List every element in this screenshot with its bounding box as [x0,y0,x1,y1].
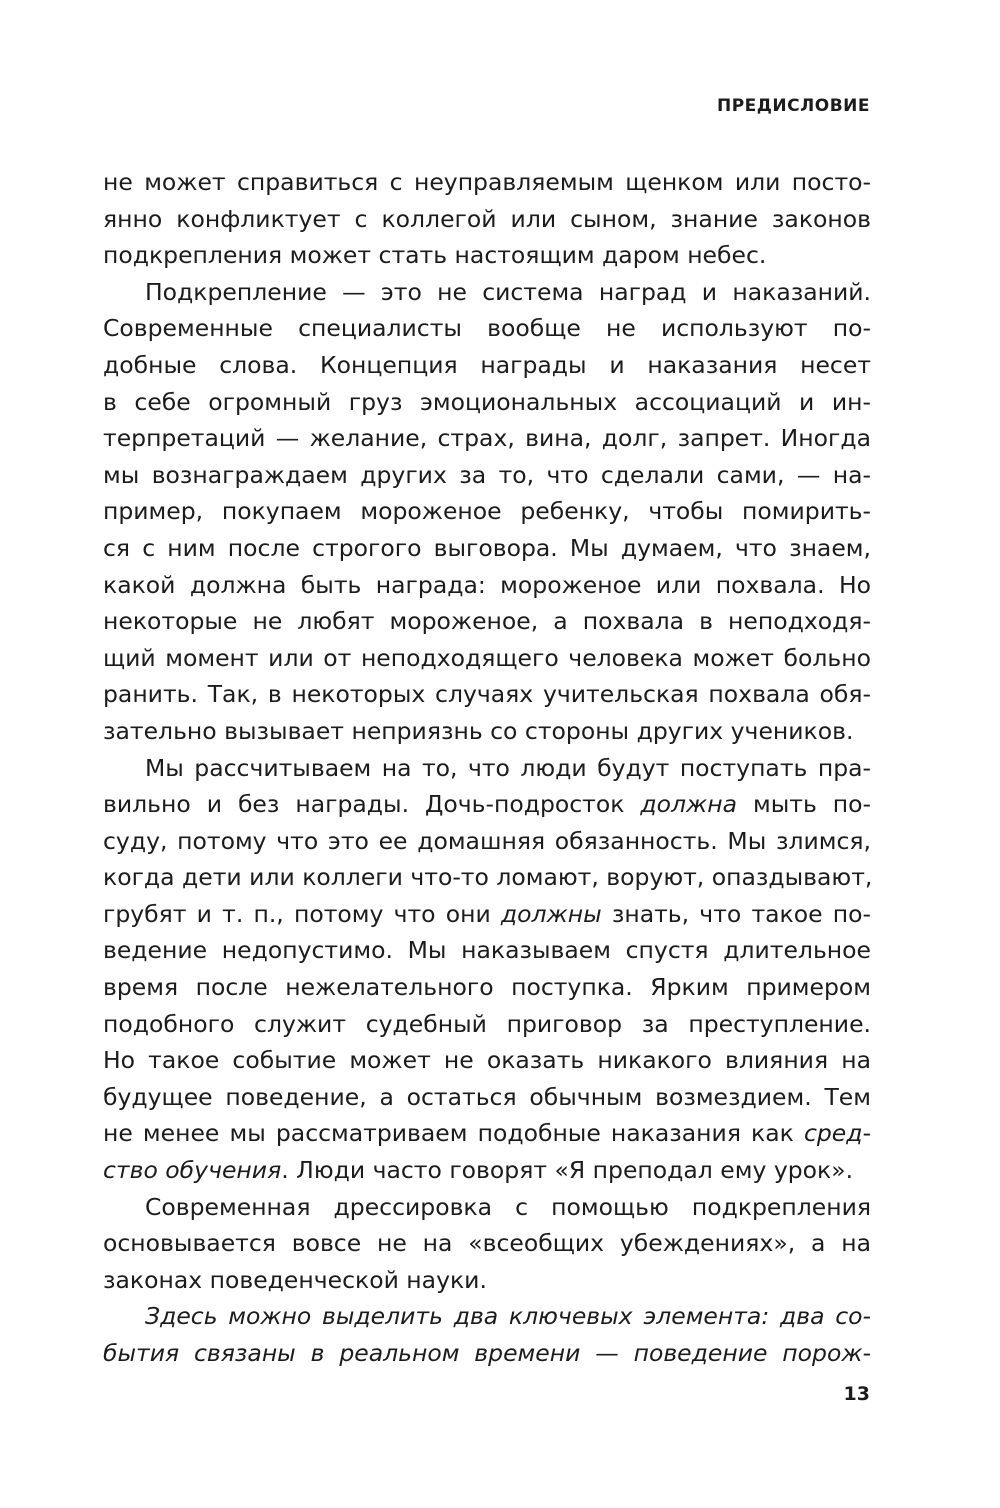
text-line: не может справиться с неуправляемым щенком или посто- [103,168,871,196]
text-line: некоторые не любят мороженое, а похвала в неподходя- [103,607,871,636]
text-line [103,896,871,933]
text-line: мы вознаграждаем других за то, что сделали сами, — на- [103,460,871,489]
text-run: мыть по- [752,790,871,819]
text-line: Мы рассчитываем на то, что люди будут поступать пра- [145,753,871,782]
body-text [103,164,871,1372]
text-line: Но такое событие может не оказать никакого влияния на [103,1046,871,1075]
text-line: подкрепления может стать настоящим даром небес. [103,241,767,270]
text-line: Подкрепление — это не система наград и наказаний. [145,277,871,306]
text-line: законах поведенческой науки. [103,1265,487,1294]
italic-run: ство обучения [103,1156,282,1185]
text-line: янно конфликтует с коллегой или сыном, знание законов [103,204,871,233]
text-run: вильно и без награды. Дочь-подросток [103,790,625,819]
text-run: не менее мы рассматриваем подобные наказания как [103,1119,794,1148]
italic-run: сред- [803,1119,871,1148]
text-run: . Люди часто говорят «Я преподал ему урок». [281,1156,854,1185]
text-line: бытия связаны в реальном времени — поведение порож- [103,1339,871,1367]
text-line: Современная дрессировка с помощью подкрепления [145,1192,871,1221]
text-line [103,1115,871,1152]
text-line: ся с ним после строгого выговора. Мы думаем, что знаем, [103,533,871,562]
text-line: добные слова. Концепция награды и наказания несет [103,350,871,379]
text-run: знать, что такое по- [611,899,871,928]
text-line: ведение недопустимо. Мы наказываем спустя длительное [103,936,871,965]
text-line: Здесь можно выделить два ключевых элемента: два со- [145,1302,871,1331]
text-line: когда дети или коллеги что-то ломают, воруют, опаздывают, [103,863,873,892]
running-head: ПРЕДИСЛОВИЕ [716,96,870,116]
text-line: какой должна быть награда: мороженое или похвала. Но [103,570,871,599]
text-line: терпретаций — желание, страх, вина, долг, запрет. Иногда [103,424,871,453]
text-line: будущее поведение, а остаться обычным возмездием. Тем [103,1082,871,1111]
text-line: Современные специалисты вообще не используют по- [103,314,871,343]
text-line [103,1152,871,1189]
text-line [103,786,871,823]
text-line: ранить. Так, в некоторых случаях учительская похвала обя- [103,680,871,709]
page-number: 13 [843,1383,870,1405]
text-line: основывается вовсе не на «всеобщих убеждениях», а на [103,1229,871,1258]
text-line: время после нежелательного поступка. Ярким примером [103,973,871,1002]
italic-run: должна [640,790,737,819]
text-line: зательно вызывает неприязнь со стороны других учеников. [103,716,854,745]
text-line: в себе огромный груз эмоциональных ассоциаций и ин- [103,387,871,416]
text-run: грубят и т. п., потому что они [103,899,491,928]
text-line: пример, покупаем мороженое ребенку, чтобы помирить- [103,497,871,526]
text-line: подобного служит судебный приговор за преступление. [103,1009,871,1038]
italic-run: должны [500,899,602,928]
text-line: суду, потому что это ее домашняя обязанность. Мы злимся, [103,826,871,855]
text-line: щий момент или от неподходящего человека может больно [103,643,871,672]
